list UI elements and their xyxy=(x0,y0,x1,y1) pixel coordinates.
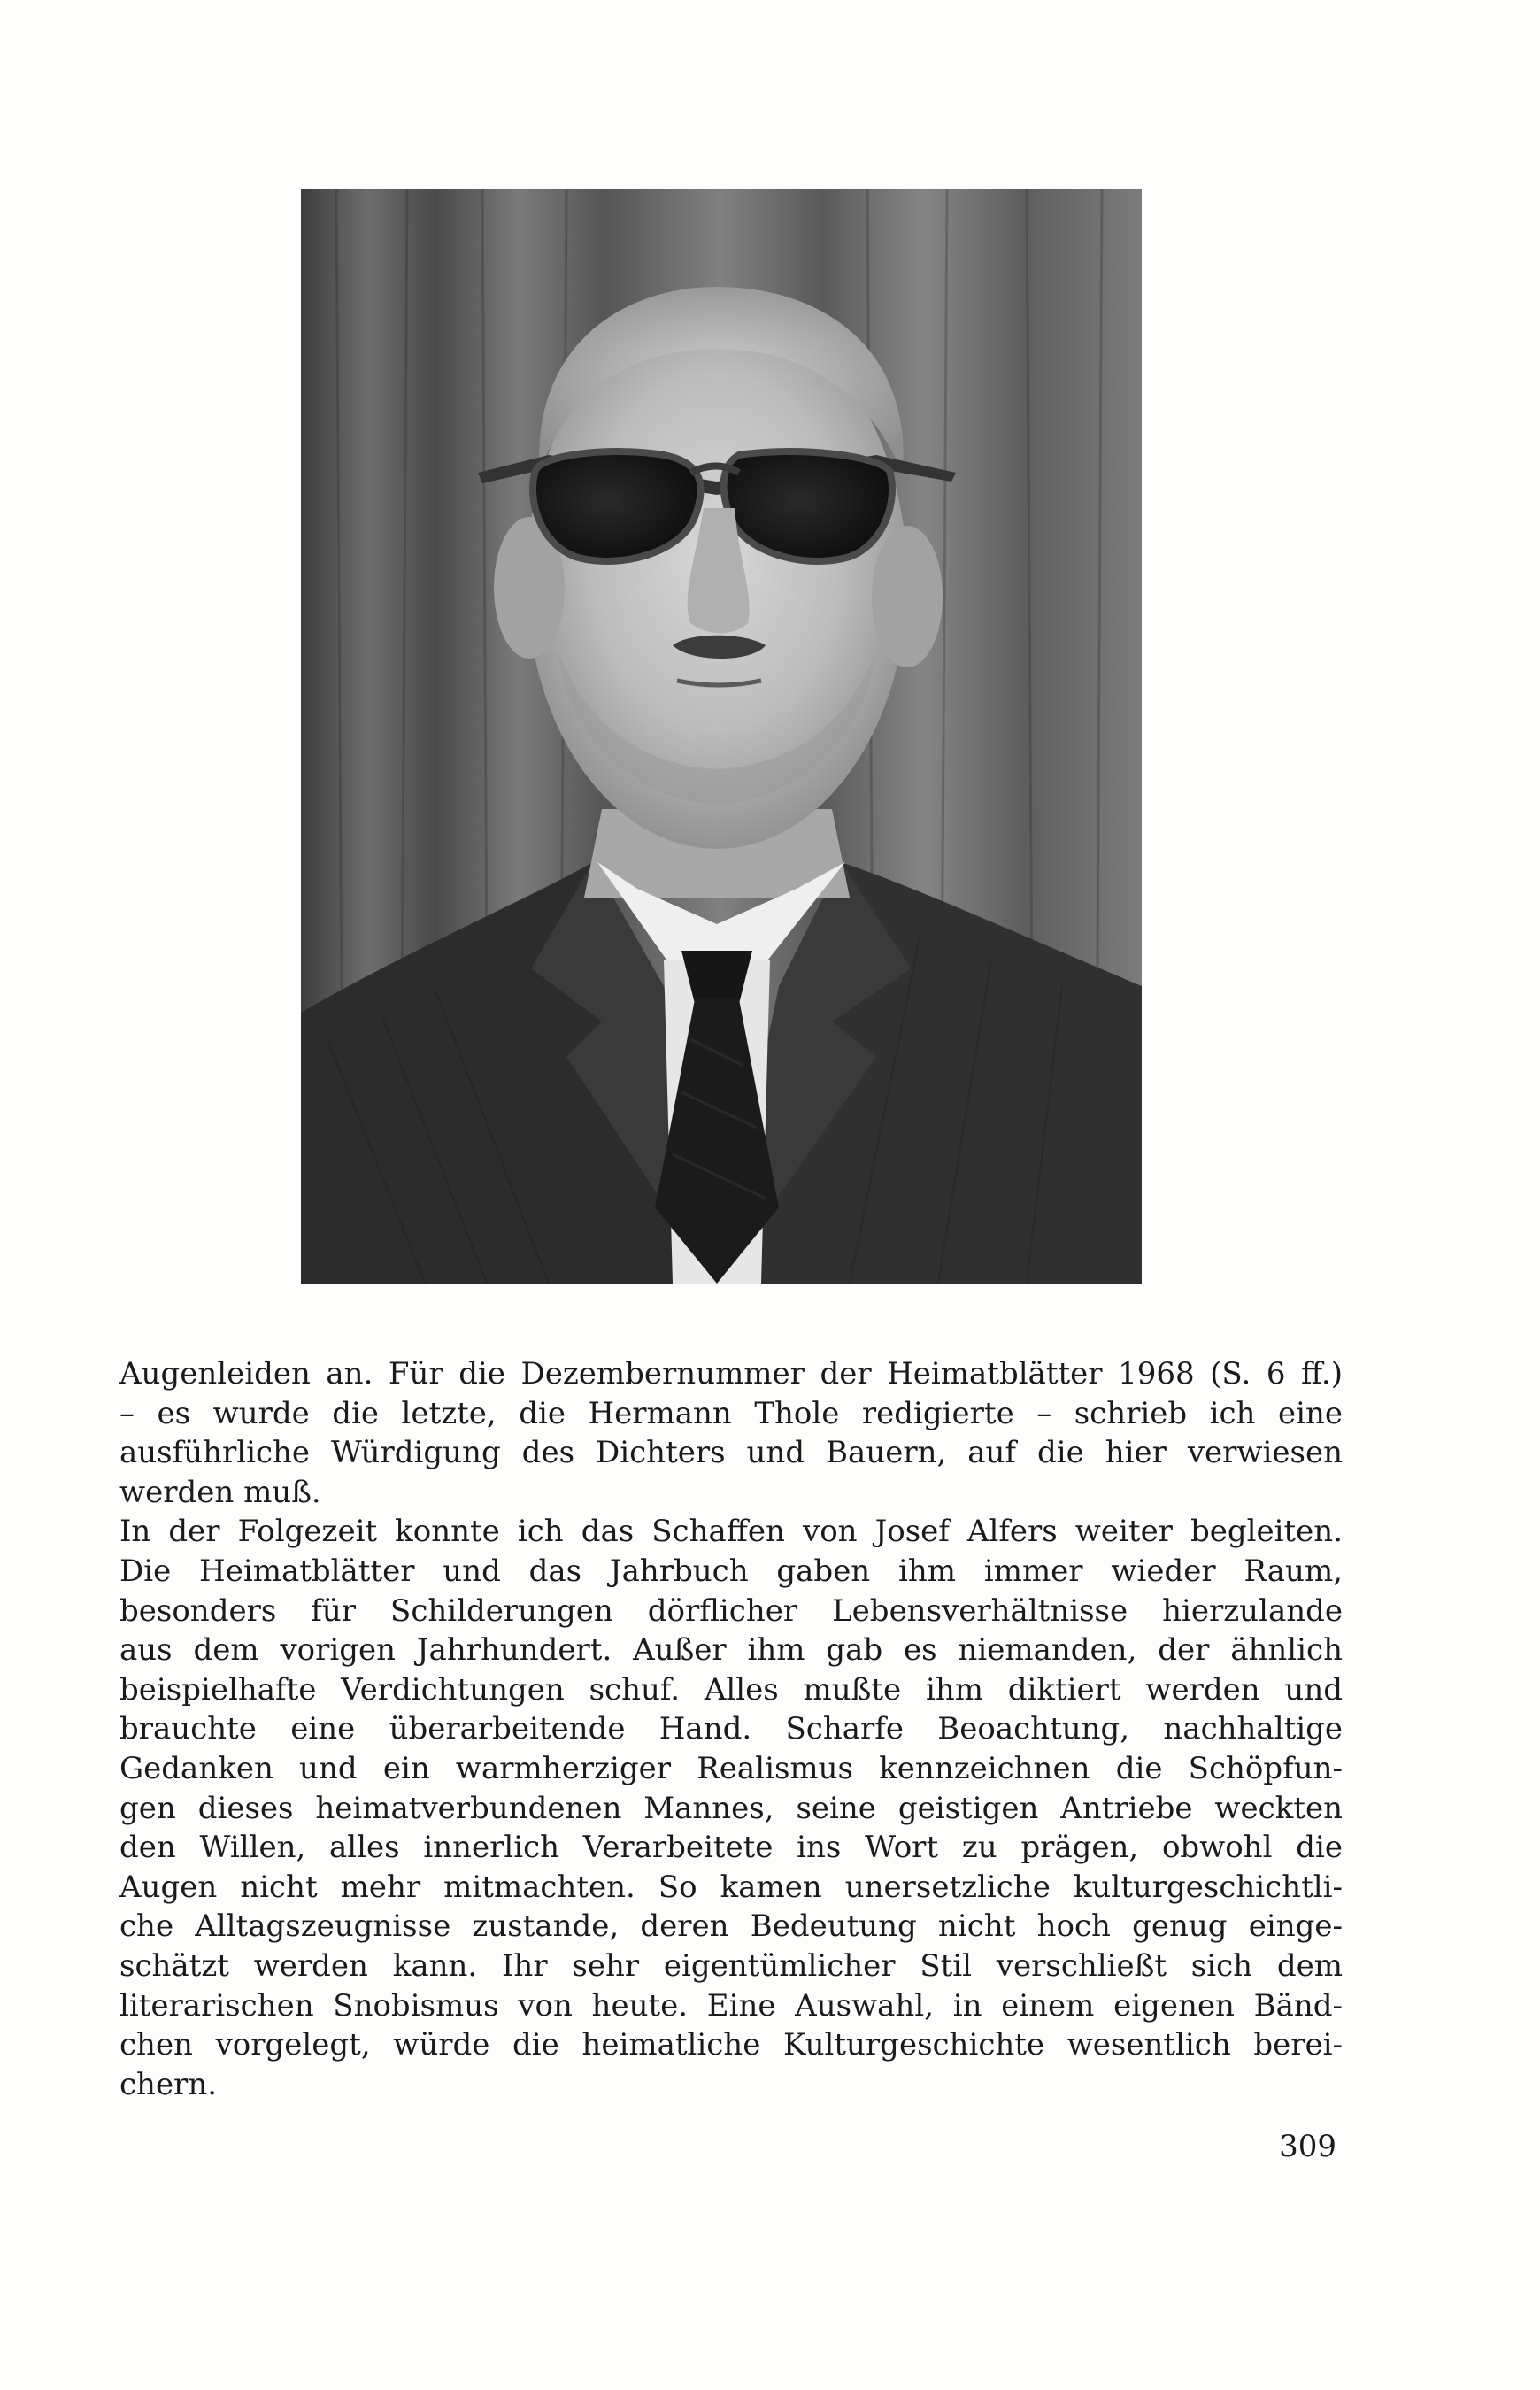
portrait-illustration xyxy=(301,189,1142,1284)
paragraph-1 xyxy=(119,1354,1343,1512)
text-line: Die Heimatblätter und das Jahrbuch gaben ihm immer wieder Raum, xyxy=(119,1553,1343,1589)
text-line: den Willen, alles innerlich Verarbeitete ins Wort zu prägen, obwohl die xyxy=(119,1830,1343,1866)
page-number: 309 xyxy=(1279,2129,1336,2164)
text-line: Augenleiden an. Für die Dezembernummer der Heimatblätter 1968 (S. 6 ff.) xyxy=(119,1356,1343,1392)
text-line: besonders für Schilderungen dörflicher Lebensverhältnisse hierzulande xyxy=(119,1592,1343,1629)
paragraph-2 xyxy=(119,1512,1343,2104)
text-line: In der Folgezeit konnte ich das Schaffen von Josef Alfers weiter begleiten. xyxy=(119,1514,1343,1550)
text-line: chen vorgelegt, würde die heimatliche Kulturgeschichte wesentlich berei- xyxy=(119,2027,1343,2063)
text-line: brauchte eine überarbeitende Hand. Scharfe Beoachtung, nachhaltige xyxy=(119,1711,1343,1747)
text-line: literarischen Snobismus von heute. Eine Auswahl, in einem eigenen Bänd- xyxy=(119,1987,1343,2024)
body-text xyxy=(119,1354,1343,2104)
text-line: schätzt werden kann. Ihr sehr eigentümlicher Stil verschließt sich dem xyxy=(119,1947,1343,1984)
text-line: gen dieses heimatverbundenen Mannes, seine geistigen Antriebe weckten xyxy=(119,1790,1343,1826)
text-line: che Alltagszeugnisse zustande, deren Bedeutung nicht hoch genug einge- xyxy=(119,1908,1343,1945)
text-line: – es wurde die letzte, die Hermann Thole redigierte – schrieb ich eine xyxy=(119,1395,1343,1431)
text-line: ausführliche Würdigung des Dichters und Bauern, auf die hier verwiesen xyxy=(119,1435,1343,1471)
text-line: chern. xyxy=(119,2066,218,2102)
text-line: werden muß. xyxy=(119,1474,321,1510)
text-line: beispielhafte Verdichtungen schuf. Alles mußte ihm diktiert werden und xyxy=(119,1671,1343,1708)
text-line: aus dem vorigen Jahrhundert. Außer ihm gab es niemanden, der ähnlich xyxy=(119,1632,1343,1669)
portrait-photo xyxy=(301,189,1142,1284)
text-line: Augen nicht mehr mitmachten. So kamen unersetzliche kulturgeschichtli- xyxy=(119,1869,1343,1905)
text-line: Gedanken und ein warmherziger Realismus kennzeichnen die Schöpfun- xyxy=(119,1750,1343,1786)
